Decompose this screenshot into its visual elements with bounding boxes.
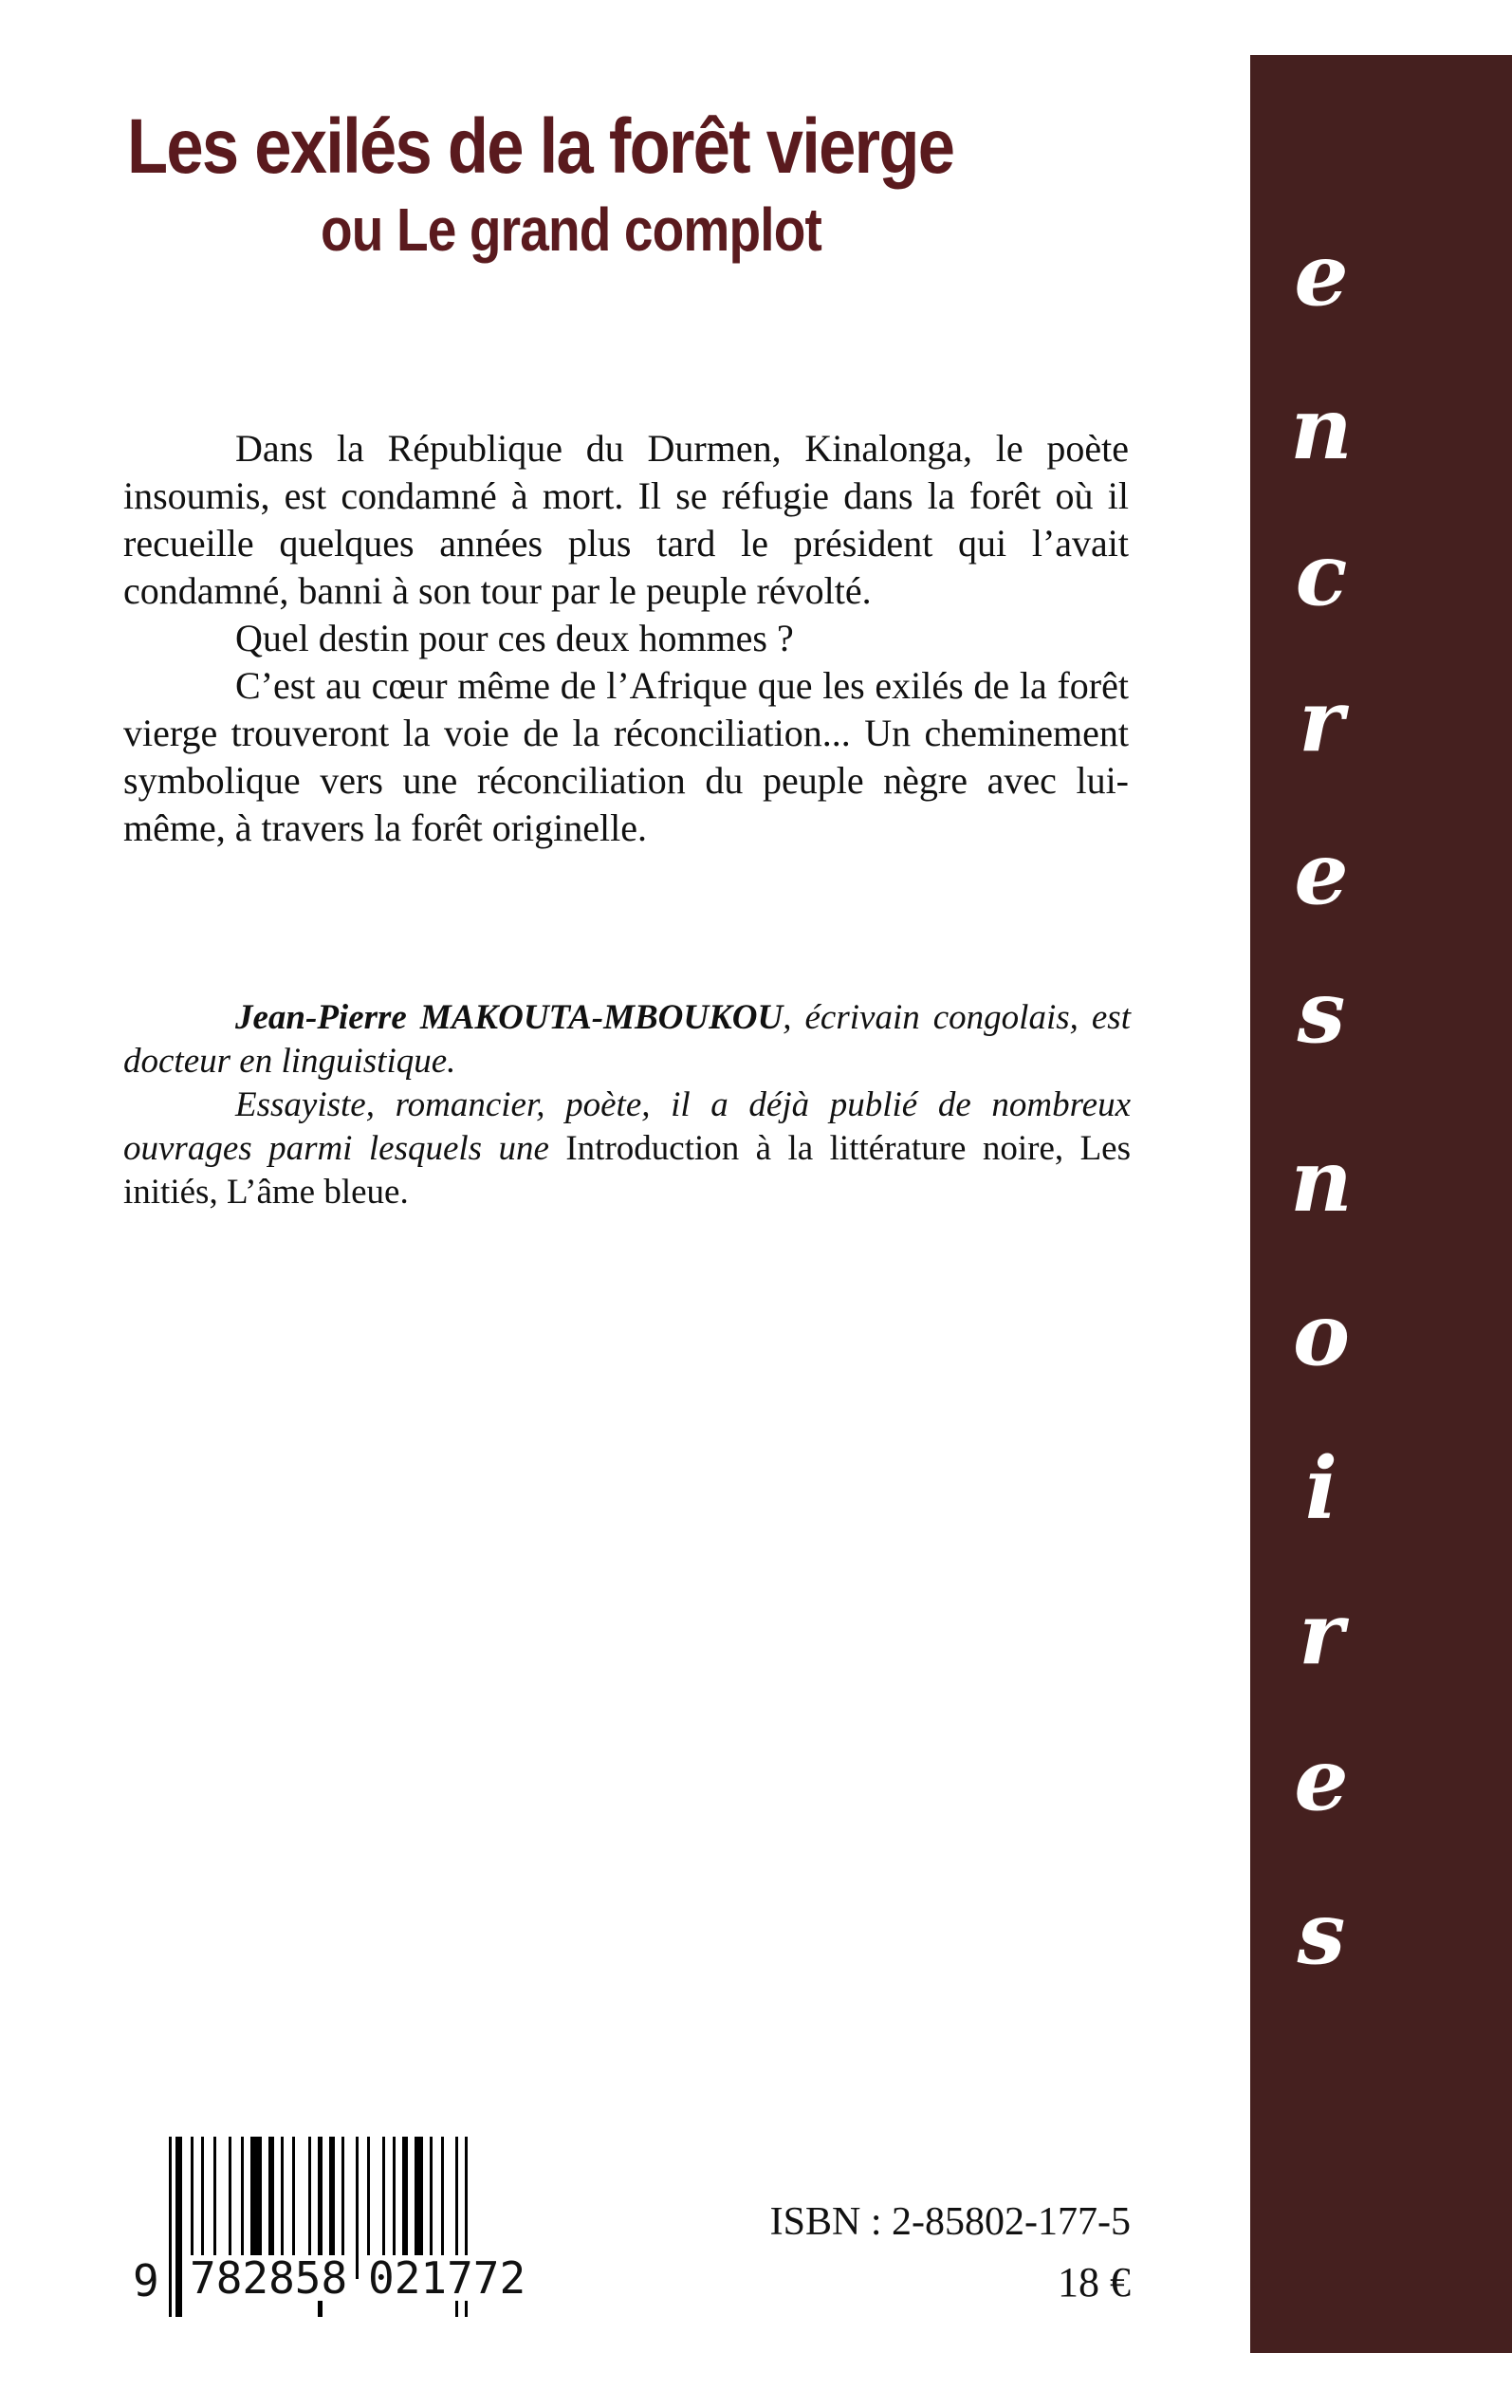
series-letter: c: [1295, 525, 1348, 625]
series-letter: s: [1297, 962, 1346, 1063]
blurb-paragraph: Dans la République du Durmen, Kinalonga, le poète insoumis, est condamné à mort. Il se réfugie dans la forêt où il recueille quelques années plus tard le président qui l’avait condamné, banni à son tour par le peuple révolté.: [123, 427, 1129, 612]
barcode-bar: [169, 2137, 172, 2317]
book-title: Les exilés de la forêt vierge: [127, 103, 954, 190]
series-letter: s: [1297, 1883, 1346, 1984]
series-band: [1250, 55, 1512, 2353]
author-name: Jean-Pierre MAKOUTA-MBOUKOU: [235, 998, 784, 1037]
series-letter: r: [1299, 671, 1344, 771]
series-letter: r: [1299, 1584, 1344, 1684]
series-letter: n: [1290, 379, 1353, 479]
barcode-bar: [356, 2137, 359, 2279]
book-subtitle: ou Le grand complot: [321, 195, 821, 264]
author-bio: [123, 996, 1131, 1214]
series-letter: e: [1294, 824, 1349, 924]
series-letter: e: [1294, 1730, 1349, 1830]
isbn: ISBN : 2-85802-177-5: [769, 2200, 1131, 2244]
author-intro: , écrivain congolais, est docteur en linguistique.: [123, 998, 1131, 1081]
blurb: [123, 425, 1129, 852]
barcode-digit-first: 9: [133, 2255, 159, 2306]
price: 18 €: [1058, 2259, 1131, 2306]
barcode-bar: [175, 2137, 182, 2317]
blurb-paragraph: Quel destin pour ces deux hommes ?: [235, 617, 794, 659]
series-letter: o: [1292, 1285, 1351, 1385]
barcode: [133, 2137, 567, 2307]
author-bio-text: Essayiste, romancier, poète, il a déjà publié de nombreux ouvrages parmi lesquels une: [123, 1085, 1131, 1168]
series-letter: e: [1294, 225, 1349, 325]
blurb-paragraph: C’est au cœur même de l’Afrique que les exilés de la forêt vierge trouveront la voie de la réconciliation... Un cheminement symbolique vers une réconciliation du peuple nègre avec lui-même, à travers la forêt originelle.: [123, 664, 1129, 849]
author-works: Introduction à la littérature noire, Les initiés, L’âme bleue.: [123, 1129, 1131, 1212]
series-letter: n: [1290, 1131, 1353, 1232]
barcode-digits-right: 021772: [368, 2252, 526, 2304]
barcode-digits-left: 782858: [190, 2252, 348, 2304]
series-letter: i: [1304, 1438, 1338, 1539]
